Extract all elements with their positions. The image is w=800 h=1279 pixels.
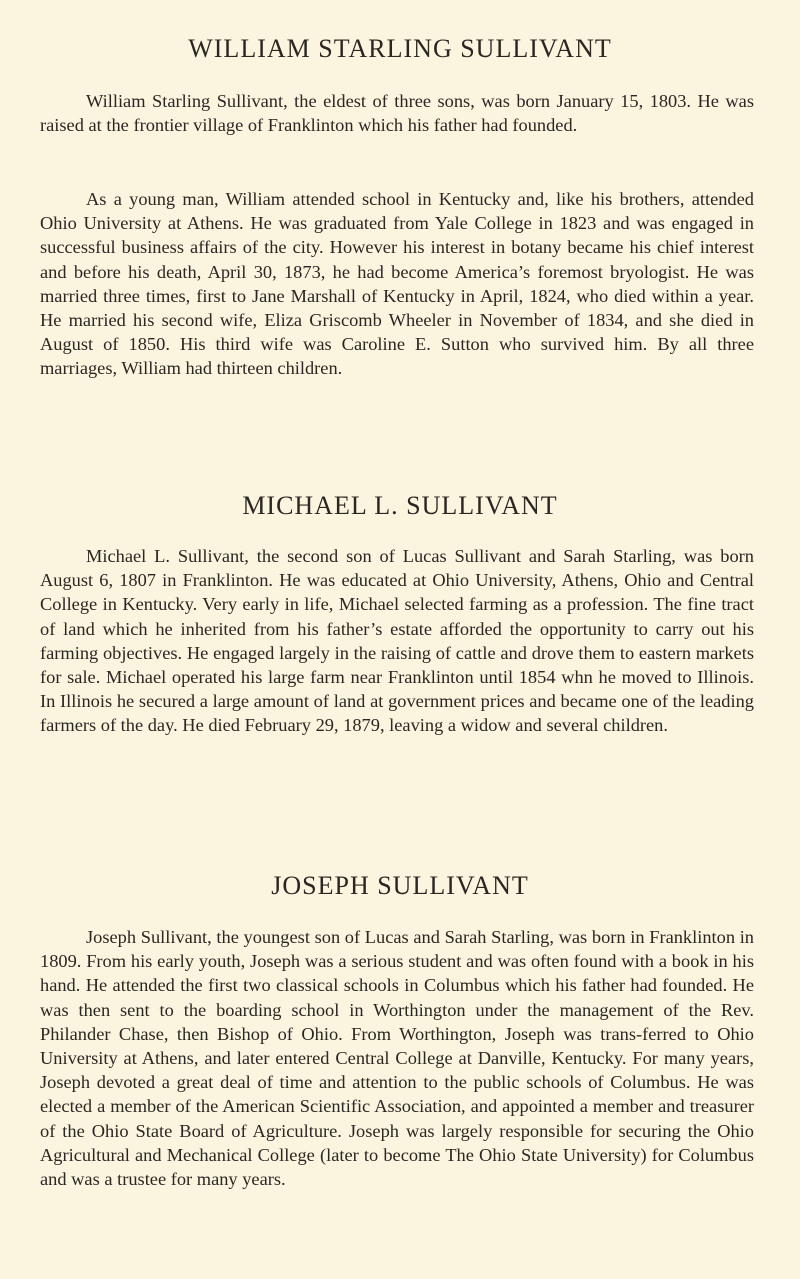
- paragraph-william-birth: William Starling Sullivant, the eldest of three sons, was born January 15, 1803. He was raised at the frontier village of Franklinton which his father had founded.: [40, 91, 754, 136]
- section-heading-joseph: JOSEPH SULLIVANT: [271, 871, 529, 900]
- paragraph-william-life: As a young man, William attended school in Kentucky and, like his brothers, attended Ohio University at Athens. He was graduated from Yale College in 1823 and was engaged in successful business affairs of the city. However his interest in botany became his chief interest and before his death, April 30, 1873, he had become America’s foremost bryologist. He was married three times, first to Jane Marshall of Kentucky in April, 1824, who died within a year. He married his second wife, Eliza Griscomb Wheeler in November of 1834, and she died in August of 1850. His third wife was Caroline E. Sutton who survived him. By all three marriages, William had thirteen children.: [40, 189, 754, 379]
- paragraph-joseph-life: Joseph Sullivant, the youngest son of Lucas and Sarah Starling, was born in Franklinton in 1809. From his early youth, Joseph was a serious student and was often found with a book in his hand. He attended the first two classical schools in Columbus which his father had founded. He was then sent to the boarding school in Worthington under the management of the Rev. Philander Chase, then Bishop of Ohio. From Worthington, Joseph was trans-ferred to Ohio University at Athens, and later entered Central College at Danville, Kentucky. For many years, Joseph devoted a great deal of time and attention to the public schools of Columbus. He was elected a member of the American Scientific Association, and appointed a member and treasurer of the Ohio State Board of Agriculture. Joseph was largely responsible for securing the Ohio Agricultural and Mechanical College (later to become The Ohio State University) for Columbus and was a trustee for many years.: [40, 927, 754, 1190]
- section-heading-michael: MICHAEL L. SULLIVANT: [242, 491, 558, 520]
- paragraph-michael-life: Michael L. Sullivant, the second son of Lucas Sullivant and Sarah Starling, was born August 6, 1807 in Franklinton. He was educated at Ohio University, Athens, Ohio and Central College in Kentucky. Very early in life, Michael selected farming as a profession. The fine tract of land which he inherited from his father’s estate afforded the opportunity to carry out his farming objectives. He engaged largely in the raising of cattle and drove them to eastern markets for sale. Michael operated his large farm near Franklinton until 1854 whn he moved to Illinois. In Illinois he secured a large amount of land at government prices and became one of the leading farmers of the day. He died February 29, 1879, leaving a widow and several children.: [40, 546, 754, 736]
- section-heading-william: WILLIAM STARLING SULLIVANT: [188, 34, 612, 63]
